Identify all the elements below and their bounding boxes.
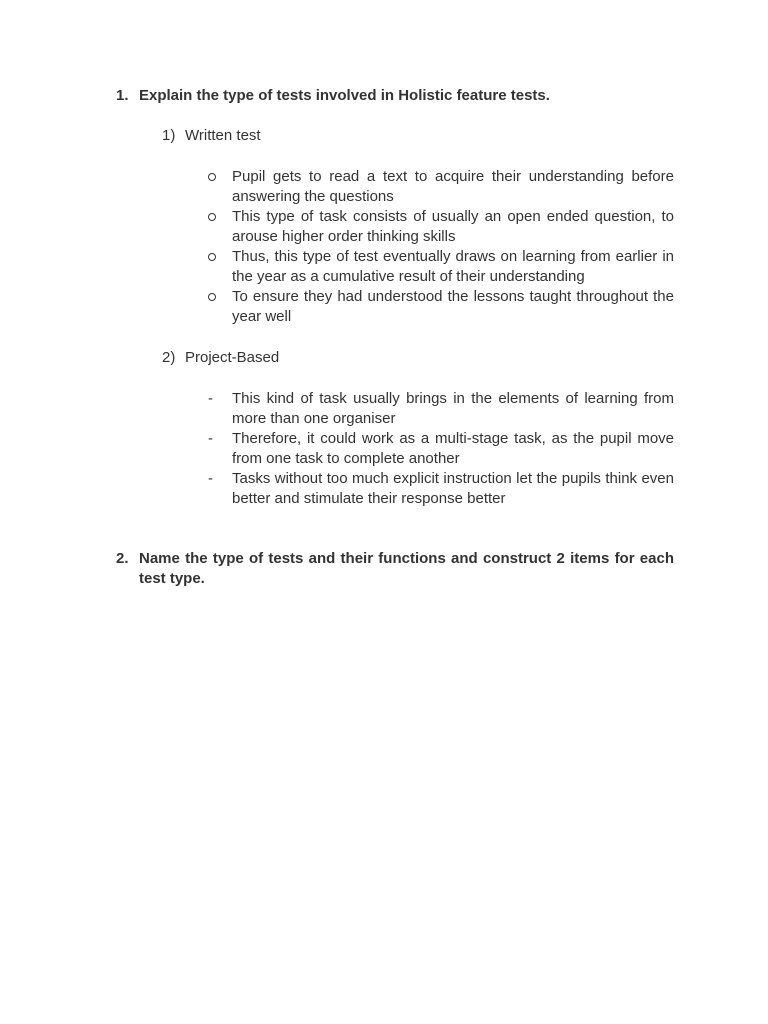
question-2-text: Name the type of tests and their functions and construct 2 items for each test type. bbox=[139, 550, 674, 587]
hollow-circle-icon bbox=[208, 207, 224, 227]
bullet-text: Thus, this type of test eventually draws on learning from earlier in the year as a cumulative result of their understanding bbox=[232, 248, 674, 285]
question-1-text: Explain the type of tests involved in Holistic feature tests. bbox=[139, 87, 550, 104]
list-item bbox=[208, 287, 674, 327]
question-2 bbox=[116, 549, 674, 589]
question-2-number: 2. bbox=[116, 550, 129, 567]
list-item bbox=[208, 389, 674, 429]
bullet-text: Therefore, it could work as a multi-stage task, as the pupil move from one task to complete another bbox=[232, 430, 674, 467]
question-1-number: 1. bbox=[116, 87, 129, 104]
project-based-bullet-list bbox=[208, 389, 674, 509]
dash-marker: - bbox=[208, 390, 213, 407]
section-1-number: 1) bbox=[162, 127, 176, 144]
bullet-text: Pupil gets to read a text to acquire their understanding before answering the questions bbox=[232, 168, 674, 205]
bullet-text: This type of task consists of usually an open ended question, to arouse higher order thinking skills bbox=[232, 208, 674, 245]
hollow-circle-icon bbox=[208, 287, 224, 307]
list-item bbox=[208, 469, 674, 509]
section-written-test bbox=[162, 126, 261, 146]
section-project-based bbox=[162, 348, 279, 368]
dash-marker: - bbox=[208, 470, 213, 487]
section-1-title: Written test bbox=[185, 127, 261, 144]
section-2-number: 2) bbox=[162, 349, 176, 366]
question-1 bbox=[116, 86, 674, 106]
bullet-text: To ensure they had understood the lessons taught throughout the year well bbox=[232, 288, 674, 325]
list-item bbox=[208, 429, 674, 469]
bullet-text: Tasks without too much explicit instruction let the pupils think even better and stimulate their response better bbox=[232, 470, 674, 507]
list-item bbox=[208, 247, 674, 287]
bullet-text: This kind of task usually brings in the elements of learning from more than one organiser bbox=[232, 390, 674, 427]
dash-marker: - bbox=[208, 430, 213, 447]
hollow-circle-icon bbox=[208, 247, 224, 267]
written-test-bullet-list bbox=[208, 167, 674, 327]
hollow-circle-icon bbox=[208, 167, 224, 187]
list-item bbox=[208, 207, 674, 247]
list-item bbox=[208, 167, 674, 207]
section-2-title: Project-Based bbox=[185, 349, 280, 366]
